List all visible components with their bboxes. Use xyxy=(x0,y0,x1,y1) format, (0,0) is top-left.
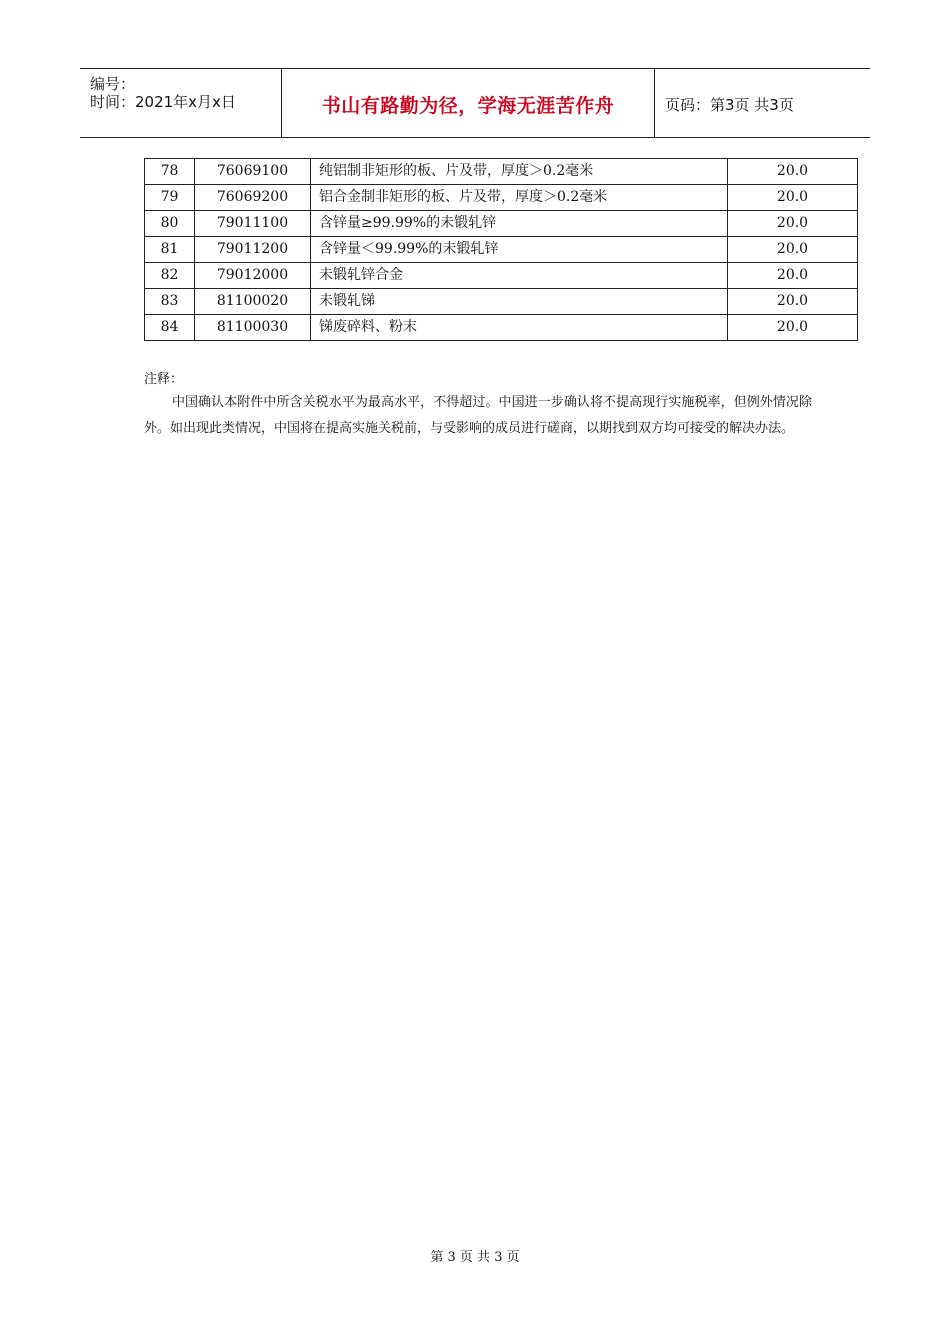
row-number: 79 xyxy=(145,185,195,211)
tariff-rate: 20.0 xyxy=(728,263,858,289)
item-description: 纯铝制非矩形的板、片及带，厚度＞0.2毫米 xyxy=(311,159,728,185)
row-number: 83 xyxy=(145,289,195,315)
tariff-code: 76069100 xyxy=(195,159,311,185)
document-header xyxy=(80,68,870,138)
tariff-rate: 20.0 xyxy=(728,315,858,341)
tariff-rate: 20.0 xyxy=(728,159,858,185)
tariff-code: 81100020 xyxy=(195,289,311,315)
item-description: 未锻轧锑 xyxy=(311,289,728,315)
page-footer: 第 3 页 共 3 页 xyxy=(430,1250,520,1265)
tariff-code: 79012000 xyxy=(195,263,311,289)
tariff-code: 79011100 xyxy=(195,211,311,237)
tariff-rate: 20.0 xyxy=(728,237,858,263)
header-meta-cell xyxy=(80,69,282,137)
item-description: 含锌量＜99.99%的未锻轧锌 xyxy=(311,237,728,263)
tariff-code: 81100030 xyxy=(195,315,311,341)
header-motto-cell xyxy=(282,69,655,137)
table-row xyxy=(145,211,858,237)
tariff-code: 79011200 xyxy=(195,237,311,263)
table-row xyxy=(145,263,858,289)
item-description: 锑废碎料、粉末 xyxy=(311,315,728,341)
row-number: 81 xyxy=(145,237,195,263)
table-row xyxy=(145,237,858,263)
table-row xyxy=(145,185,858,211)
table-row xyxy=(145,315,858,341)
table-row xyxy=(145,289,858,315)
tariff-rate: 20.0 xyxy=(728,185,858,211)
tariff-rate: 20.0 xyxy=(728,211,858,237)
serial-label: 编号： xyxy=(90,75,136,93)
date-label: 时间：2021年x月x日 xyxy=(90,93,236,111)
row-number: 82 xyxy=(145,263,195,289)
header-page-cell xyxy=(655,69,870,137)
item-description: 含锌量≥99.99%的未锻轧锌 xyxy=(311,211,728,237)
motto-text: 书山有路勤为径，学海无涯苦作舟 xyxy=(321,95,615,117)
item-description: 未锻轧锌合金 xyxy=(311,263,728,289)
item-description: 铝合金制非矩形的板、片及带，厚度＞0.2毫米 xyxy=(311,185,728,211)
row-number: 80 xyxy=(145,211,195,237)
row-number: 78 xyxy=(145,159,195,185)
row-number: 84 xyxy=(145,315,195,341)
tariff-table-body xyxy=(145,159,858,341)
page-info: 页码：第3页 共3页 xyxy=(665,96,794,114)
tariff-rate: 20.0 xyxy=(728,289,858,315)
notes-body: 中国确认本附件中所含关税水平为最高水平，不得超过。中国进一步确认将不提高现行实施税率，但例外情况除外。如出现此类情况，中国将在提高实施关税前，与受影响的成员进行磋商，以期找到双方均可接受的解决办法。 xyxy=(144,395,812,436)
table-row xyxy=(145,159,858,185)
tariff-code: 76069200 xyxy=(195,185,311,211)
tariff-table xyxy=(144,158,858,341)
notes-label: 注释： xyxy=(144,372,184,387)
